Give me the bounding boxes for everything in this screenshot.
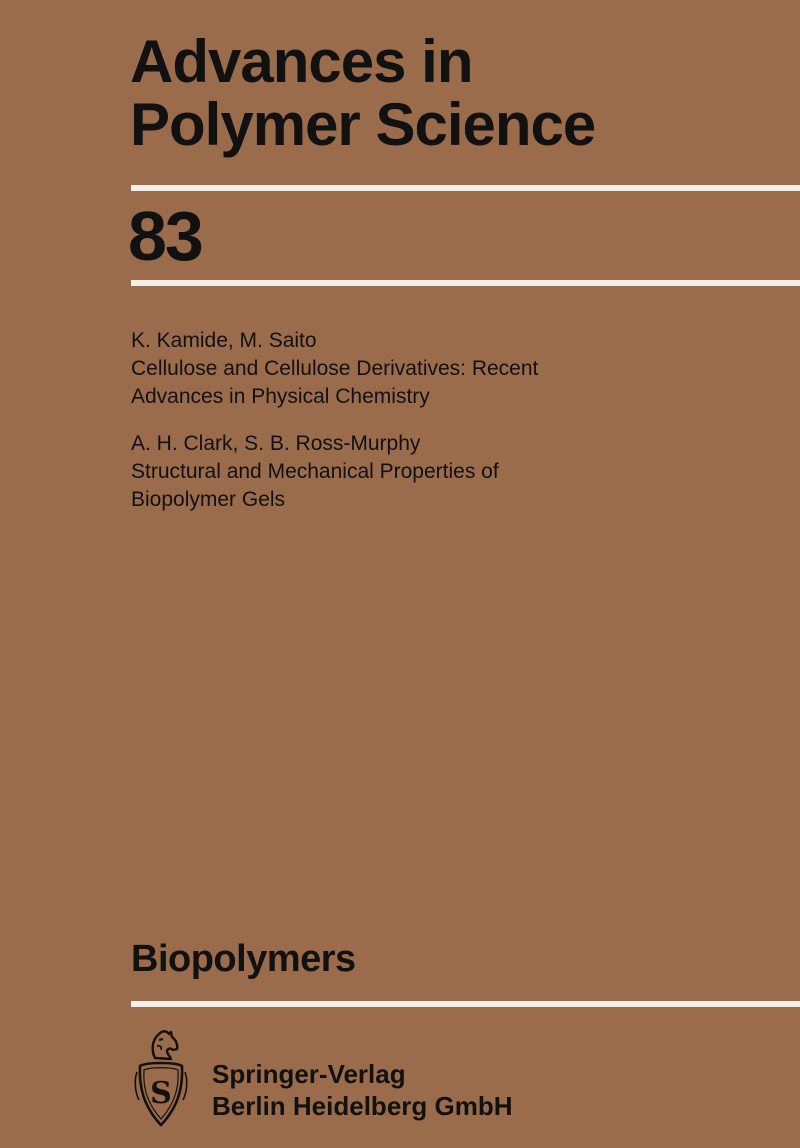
contribution-2	[131, 430, 499, 514]
springer-knight-icon	[133, 1028, 189, 1130]
subject-title: Biopolymers	[131, 938, 356, 980]
middle-rule	[131, 280, 800, 286]
publisher-location: Berlin Heidelberg GmbH	[212, 1091, 513, 1121]
contribution-1-title-line1: Cellulose and Cellulose Derivatives: Recent	[131, 357, 539, 380]
publisher-name: Springer-Verlag	[212, 1059, 406, 1089]
volume-number: 83	[128, 197, 202, 275]
series-title	[130, 30, 595, 156]
contribution-2-title-line1: Structural and Mechanical Properties of	[131, 460, 499, 483]
svg-text:S: S	[150, 1076, 172, 1111]
contribution-2-authors: A. H. Clark, S. B. Ross-Murphy	[131, 432, 421, 455]
top-rule	[131, 185, 800, 191]
publisher	[212, 1058, 513, 1122]
contribution-1-title-line2: Advances in Physical Chemistry	[131, 385, 430, 408]
contribution-1-authors: K. Kamide, M. Saito	[131, 329, 317, 352]
bottom-rule	[131, 1001, 800, 1007]
contribution-1	[131, 327, 538, 411]
contribution-2-title-line2: Biopolymer Gels	[131, 488, 286, 511]
series-title-line2: Polymer Science	[130, 91, 596, 158]
series-title-line1: Advances in	[130, 28, 473, 95]
